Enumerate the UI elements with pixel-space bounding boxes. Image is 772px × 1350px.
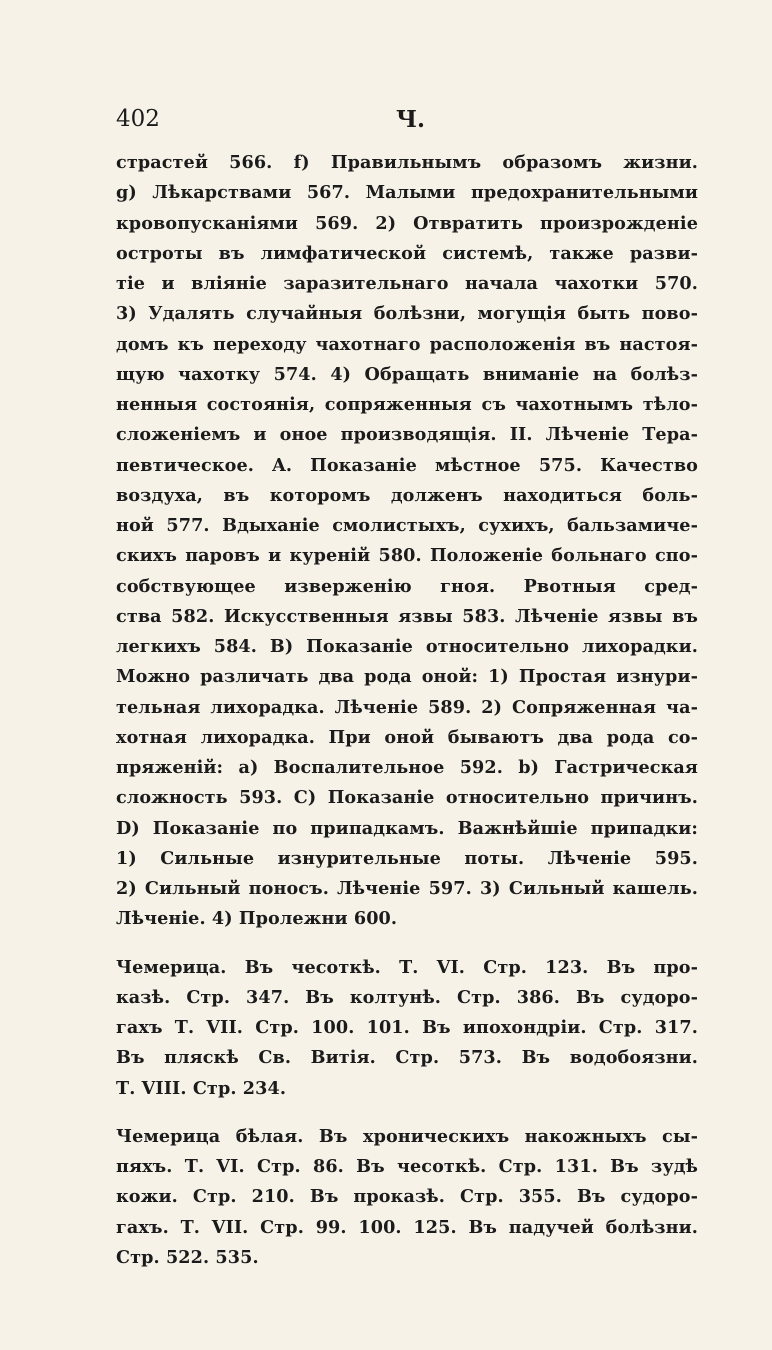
body-text: [116, 148, 698, 1273]
paragraph-treatment: [116, 148, 698, 935]
text-line: остроты въ лимфатической системѣ, также разви-: [116, 242, 698, 264]
text-line: Чемерица бѣлая. Въ хроническихъ накожныхъ сы-: [116, 1125, 698, 1147]
text-line: тіе и вліяніе заразительнаго начала чахотки 570.: [116, 273, 698, 294]
page-number: 402: [116, 106, 160, 132]
text-line: пряженій: a) Воспалительное 592. b) Гастрическая: [116, 757, 698, 778]
text-line: певтическое. A. Показаніе мѣстное 575. Качество: [116, 454, 698, 476]
text-line: g) Лѣкарствами 567. Малыми предохранительными: [116, 182, 698, 204]
text-line: 2) Сильный поносъ. Лѣченіе 597. 3) Сильный кашель.: [116, 878, 698, 899]
text-line: хотная лихорадка. При оной бываютъ два рода со-: [116, 726, 698, 748]
text-line: ненныя состоянія, сопряженныя съ чахотнымъ тѣло-: [116, 394, 698, 415]
text-line: скихъ паровъ и куреній 580. Положеніе больнаго спо-: [116, 545, 698, 567]
text-line: 1) Сильные изнурительные поты. Лѣченіе 595.: [116, 847, 698, 869]
text-line: кровопусканіями 569. 2) Отвратить произрожденіе: [116, 212, 698, 234]
text-line: сложеніемъ и оное производящія. II. Лѣченіе Тера-: [116, 424, 698, 446]
text-line: собствующее изверженію гноя. Рвотныя сред-: [116, 575, 698, 597]
text-line: ной 577. Вдыханіе смолистыхъ, сухихъ, бальзамиче-: [116, 515, 698, 536]
text-line: Чемерица. Въ чесоткѣ. Т. VI. Стр. 123. Въ про-: [116, 956, 698, 978]
text-line: Лѣченіе. 4) Пролежни 600.: [116, 908, 398, 930]
text-line: Можно различать два рода оной: 1) Простая изнури-: [116, 666, 698, 688]
text-line: пяхъ. Т. VI. Стр. 86. Въ чесоткѣ. Стр. 131. Въ зудѣ: [116, 1156, 698, 1177]
text-line: 3) Удалять случайныя болѣзни, могущія быть пово-: [116, 303, 698, 325]
text-line: гахъ. Т. VII. Стр. 99. 100. 125. Въ падучей болѣзни.: [116, 1216, 698, 1238]
text-line: тельная лихорадка. Лѣченіе 589. 2) Сопряженная ча-: [116, 696, 698, 718]
text-line: D) Показаніе по припадкамъ. Важнѣйшіе припадки:: [116, 817, 698, 839]
text-line: домъ къ переходу чахотнаго расположенія въ настоя-: [116, 333, 698, 355]
text-line: гахъ Т. VII. Стр. 100. 101. Въ ипохондріи. Стр. 317.: [116, 1017, 698, 1038]
text-line: воздуха, въ которомъ долженъ находиться боль-: [116, 484, 698, 506]
text-line: сложность 593. C) Показаніе относительно причинъ.: [116, 787, 698, 809]
entry-chemeritsa-belaya: [116, 1122, 698, 1273]
text-line: Т. VIII. Стр. 234.: [116, 1077, 287, 1099]
entry-chemeritsa: [116, 953, 698, 1104]
text-line: ства 582. Искусственныя язвы 583. Лѣченіе язвы въ: [116, 605, 698, 627]
text-line: легкихъ 584. B) Показаніе относительно лихорадки.: [116, 636, 698, 657]
text-line: кожи. Стр. 210. Въ проказѣ. Стр. 355. Въ судоро-: [116, 1186, 698, 1208]
text-line: Въ пляскѣ Св. Витія. Стр. 573. Въ водобоязни.: [116, 1047, 698, 1069]
text-line: страстей 566. f) Правильнымъ образомъ жизни.: [116, 152, 698, 173]
page-header: [116, 100, 696, 140]
text-line: Стр. 522. 535.: [116, 1246, 259, 1268]
text-line: щую чахотку 574. 4) Обращать вниманіе на болѣз-: [116, 363, 698, 385]
text-line: казѣ. Стр. 347. Въ колтунѣ. Стр. 386. Въ судоро-: [116, 986, 698, 1008]
running-head: Ч.: [396, 106, 426, 133]
